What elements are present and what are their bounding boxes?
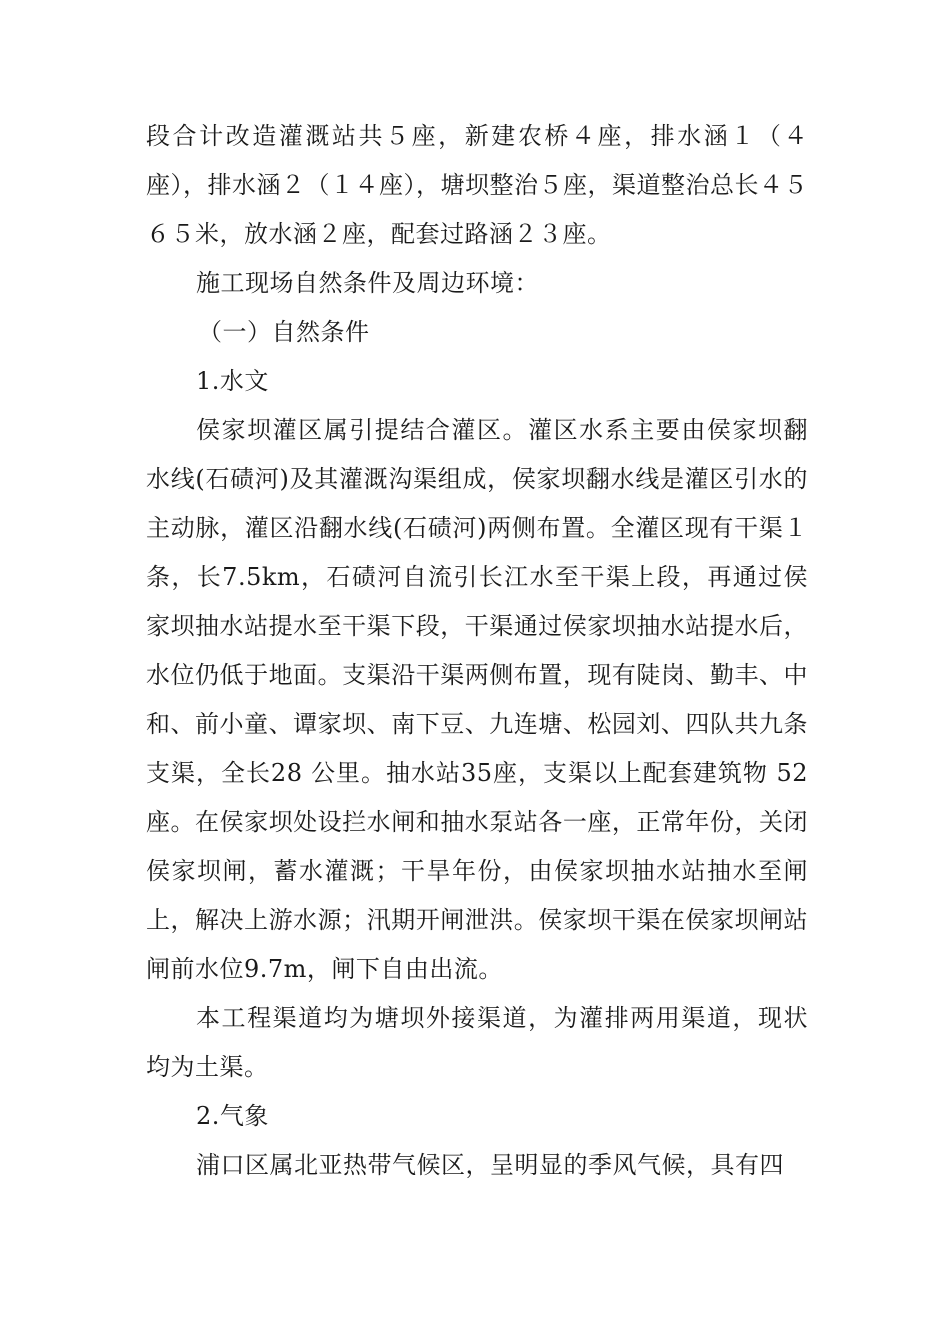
section-heading: （一）自然条件 (198, 318, 370, 346)
body-paragraph: 段合计改造灌溉站共５座，新建农桥４座，排水涵１（４座），排水涵２（１４座），塘坝整治５座，渠道整治总长４５６５米，放水涵２座，配套过路涵２３座。 (146, 122, 808, 248)
body-paragraph: 侯家坝灌区属引提结合灌区。灌区水系主要由侯家坝翻水线(石碛河)及其灌溉沟渠组成，侯家坝翻水线是灌区引水的主动脉，灌区沿翻水线(石碛河)两侧布置。全灌区现有干渠１条，长7.5km，石碛河自流引长江水至干渠上段，再通过侯家坝抽水站提水至干渠下段，干渠通过侯家坝抽水站提水后，水位仍低于地面。支渠沿干渠两侧布置，现有陡岗、勤丰、中和、前小童、谭家坝、南下豆、九连塘、松园刘、四队共九条支渠，全长28 公里。抽水站35座，支渠以上配套建筑物 52 座。在侯家坝处设拦水闸和抽水泵站各一座，正常年份，关闭侯家坝闸，蓄水灌溉；干旱年份，由侯家坝抽水站抽水至闸上，解决上游水源；汛期开闸泄洪。侯家坝干渠在侯家坝闸站闸前水位9.7m，闸下自由出流。 (146, 416, 808, 983)
subsection-heading: 2.气象 (196, 1102, 269, 1130)
document-body (146, 112, 808, 1190)
body-paragraph: 浦口区属北亚热带气候区，呈明显的季风气候，具有四 (196, 1151, 784, 1179)
body-paragraph: 本工程渠道均为塘坝外接渠道，为灌排两用渠道，现状均为土渠。 (146, 1004, 808, 1081)
subsection-heading: 1.水文 (196, 367, 269, 395)
body-paragraph: 施工现场自然条件及周边环境： (196, 269, 539, 297)
